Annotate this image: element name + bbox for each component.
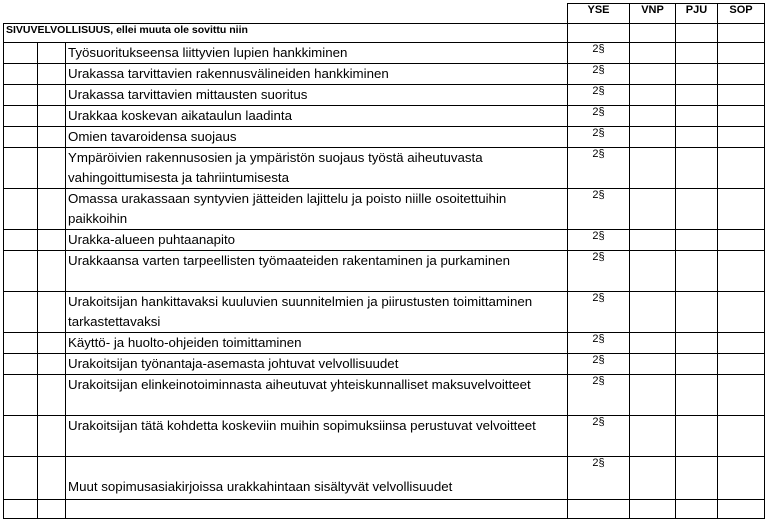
check-cell	[38, 251, 66, 292]
table-row	[4, 127, 765, 148]
empty-cell	[718, 148, 765, 189]
empty-cell	[630, 85, 676, 106]
row-yse-ref: 2§	[568, 457, 630, 500]
empty-cell	[718, 24, 765, 43]
empty-cell	[676, 64, 718, 85]
row-description: Omien tavaroidensa suojaus	[66, 127, 568, 148]
empty-cell	[630, 457, 676, 500]
table-row	[4, 251, 765, 292]
column-header-pju: PJU	[676, 4, 718, 24]
check-cell	[38, 416, 66, 457]
empty-cell	[630, 500, 676, 519]
empty-cell	[676, 375, 718, 416]
row-yse-ref: 2§	[568, 189, 630, 230]
check-cell	[4, 230, 38, 251]
empty-cell	[630, 24, 676, 43]
check-cell	[38, 500, 66, 519]
empty-cell	[718, 189, 765, 230]
row-description: Urakka-alueen puhtaanapito	[66, 230, 568, 251]
empty-cell	[630, 354, 676, 375]
header-spacer	[4, 4, 568, 24]
row-description: Urakkaa koskevan aikataulun laadinta	[66, 106, 568, 127]
table-row	[4, 148, 765, 189]
empty-cell	[676, 354, 718, 375]
row-yse-ref: 2§	[568, 230, 630, 251]
empty-cell	[630, 333, 676, 354]
empty-cell	[718, 127, 765, 148]
column-header-sop: SOP	[718, 4, 765, 24]
check-cell	[38, 457, 66, 500]
header-row	[4, 4, 765, 24]
section-row	[4, 24, 765, 43]
check-cell	[4, 148, 38, 189]
check-cell	[38, 127, 66, 148]
check-cell	[38, 333, 66, 354]
table-row	[4, 85, 765, 106]
empty-cell	[630, 416, 676, 457]
empty-cell	[630, 148, 676, 189]
empty-cell	[718, 43, 765, 64]
row-description: Urakassa tarvittavien mittausten suoritus	[66, 85, 568, 106]
empty-cell	[676, 106, 718, 127]
check-cell	[4, 292, 38, 333]
check-cell	[4, 375, 38, 416]
empty-cell	[718, 333, 765, 354]
row-description: Muut sopimusasiakirjoissa urakkahintaan sisältyvät velvollisuudet	[66, 457, 568, 500]
empty-cell	[718, 106, 765, 127]
empty-cell	[676, 24, 718, 43]
empty-cell	[630, 292, 676, 333]
row-description: Urakoitsijan elinkeinotoiminnasta aiheutuvat yhteiskunnalliset maksuvelvoitteet	[66, 375, 568, 416]
empty-cell	[568, 24, 630, 43]
row-yse-ref: 2§	[568, 85, 630, 106]
empty-cell	[676, 189, 718, 230]
table-row	[4, 106, 765, 127]
row-description: Työsuoritukseensa liittyvien lupien hankkiminen	[66, 43, 568, 64]
check-cell	[38, 106, 66, 127]
row-yse-ref: 2§	[568, 292, 630, 333]
empty-cell	[718, 251, 765, 292]
empty-cell	[66, 500, 568, 519]
empty-cell	[676, 457, 718, 500]
check-cell	[4, 457, 38, 500]
empty-cell	[676, 43, 718, 64]
empty-cell	[676, 500, 718, 519]
row-yse-ref: 2§	[568, 354, 630, 375]
table-row	[4, 354, 765, 375]
empty-cell	[676, 251, 718, 292]
empty-cell	[676, 416, 718, 457]
check-cell	[4, 354, 38, 375]
check-cell	[38, 148, 66, 189]
table-row-empty	[4, 500, 765, 519]
check-cell	[38, 43, 66, 64]
empty-cell	[718, 64, 765, 85]
column-header-yse: YSE	[568, 4, 630, 24]
empty-cell	[568, 500, 630, 519]
check-cell	[4, 251, 38, 292]
empty-cell	[630, 43, 676, 64]
row-yse-ref: 2§	[568, 106, 630, 127]
check-cell	[38, 85, 66, 106]
check-cell	[4, 43, 38, 64]
row-yse-ref: 2§	[568, 127, 630, 148]
row-description: Urakoitsijan hankittavaksi kuuluvien suunnitelmien ja piirustusten toimittaminen tarkastettavaksi	[66, 292, 568, 333]
row-description: Käyttö- ja huolto-ohjeiden toimittaminen	[66, 333, 568, 354]
check-cell	[4, 64, 38, 85]
row-yse-ref: 2§	[568, 333, 630, 354]
check-cell	[38, 64, 66, 85]
column-header-vnp: VNP	[630, 4, 676, 24]
check-cell	[38, 230, 66, 251]
table-row	[4, 416, 765, 457]
check-cell	[38, 375, 66, 416]
check-cell	[4, 333, 38, 354]
empty-cell	[718, 500, 765, 519]
row-yse-ref: 2§	[568, 251, 630, 292]
empty-cell	[718, 375, 765, 416]
empty-cell	[630, 230, 676, 251]
empty-cell	[676, 333, 718, 354]
row-description: Urakoitsijan työnantaja-asemasta johtuvat velvollisuudet	[66, 354, 568, 375]
empty-cell	[718, 292, 765, 333]
table-row	[4, 375, 765, 416]
check-cell	[4, 500, 38, 519]
check-cell	[4, 85, 38, 106]
row-description: Omassa urakassaan syntyvien jätteiden lajittelu ja poisto niille osoitettuihin paikkoihin	[66, 189, 568, 230]
check-cell	[4, 416, 38, 457]
check-cell	[4, 106, 38, 127]
empty-cell	[718, 457, 765, 500]
table-row	[4, 64, 765, 85]
empty-cell	[630, 251, 676, 292]
check-cell	[38, 292, 66, 333]
empty-cell	[676, 230, 718, 251]
row-yse-ref: 2§	[568, 148, 630, 189]
table-row	[4, 292, 765, 333]
table-row	[4, 333, 765, 354]
row-description: Ympäröivien rakennusosien ja ympäristön suojaus työstä aiheutuvasta vahingoittumisesta ja tahriintumisesta	[66, 148, 568, 189]
empty-cell	[676, 127, 718, 148]
check-cell	[38, 189, 66, 230]
empty-cell	[676, 85, 718, 106]
empty-cell	[718, 354, 765, 375]
check-cell	[4, 189, 38, 230]
empty-cell	[718, 230, 765, 251]
empty-cell	[718, 416, 765, 457]
obligations-table	[3, 3, 765, 519]
section-title: SIVUVELVOLLISUUS, ellei muuta ole sovittu niin	[4, 24, 568, 43]
check-cell	[38, 354, 66, 375]
table-row	[4, 230, 765, 251]
row-yse-ref: 2§	[568, 416, 630, 457]
empty-cell	[676, 292, 718, 333]
row-yse-ref: 2§	[568, 43, 630, 64]
row-description: Urakkaansa varten tarpeellisten työmaateiden rakentaminen ja purkaminen	[66, 251, 568, 292]
row-description: Urakoitsijan tätä kohdetta koskeviin muihin sopimuksiinsa perustuvat velvoitteet	[66, 416, 568, 457]
table-row	[4, 43, 765, 64]
table-row	[4, 457, 765, 500]
empty-cell	[630, 189, 676, 230]
empty-cell	[630, 375, 676, 416]
row-yse-ref: 2§	[568, 64, 630, 85]
row-yse-ref: 2§	[568, 375, 630, 416]
row-description: Urakassa tarvittavien rakennusvälineiden hankkiminen	[66, 64, 568, 85]
empty-cell	[630, 64, 676, 85]
empty-cell	[676, 148, 718, 189]
empty-cell	[630, 127, 676, 148]
table-row	[4, 189, 765, 230]
empty-cell	[718, 85, 765, 106]
check-cell	[4, 127, 38, 148]
empty-cell	[630, 106, 676, 127]
